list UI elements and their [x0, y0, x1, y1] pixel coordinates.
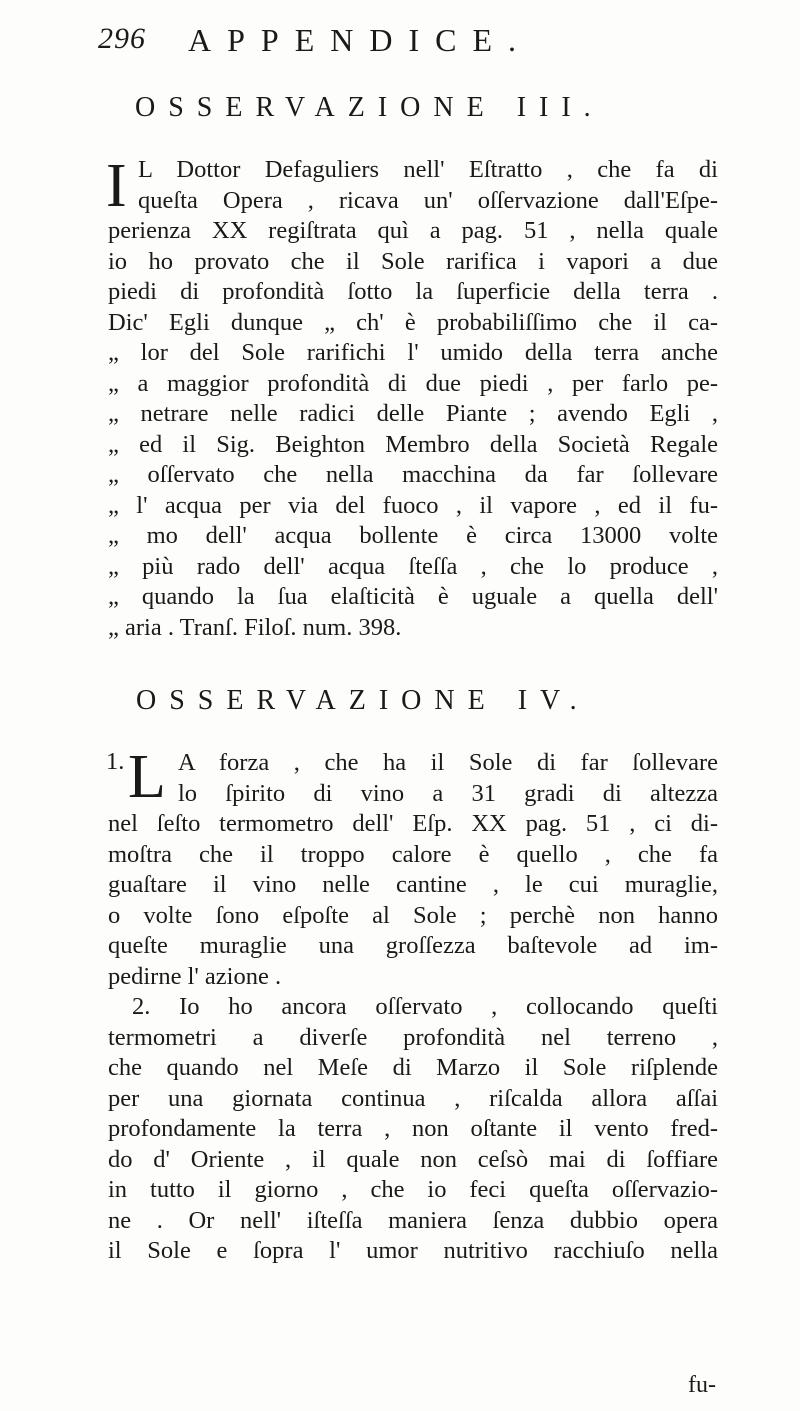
text-line: in tutto il giorno , che io feci queſta oſſervazio- — [108, 1176, 718, 1203]
text-line: „ quando la ſua elaſticità è uguale a quella dell' — [108, 583, 718, 610]
page-header — [98, 18, 718, 68]
text-line: io ho provato che il Sole rarifica i vapori a due — [108, 247, 718, 275]
running-head: APPENDICE. — [188, 22, 533, 58]
text-line: „ ed il Sig. Beighton Membro della Società Regale — [108, 430, 718, 458]
text-line: per una giornata continua , riſcalda allora aſſai — [108, 1084, 718, 1112]
text-line: „ mo dell' acqua bollente è circa 13000 volte — [108, 522, 718, 549]
text-line: il Sole e ſopra l' umor nutritivo racchiuſo nella — [108, 1237, 718, 1264]
text-line: „ a maggior profondità di due piedi , per farlo pe- — [108, 369, 718, 397]
text-line: termometri a diverſe profondità nel terreno , — [108, 1023, 718, 1051]
text-line: profondamente la terra , non oſtante il vento fred- — [108, 1115, 718, 1142]
drop-cap-i: I — [106, 152, 127, 220]
text-line: nel ſeſto termometro dell' Eſp. XX pag. 51 , ci di- — [108, 810, 718, 837]
text-line: Dic' Egli dunque „ ch' è probabiliſſimo che il ca- — [108, 308, 718, 336]
page-number: 296 — [98, 22, 146, 55]
text-line: „ più rado dell' acqua ſteſſa , che lo produce , — [108, 552, 718, 580]
text-line: do d' Oriente , il quale non ceſsò mai di ſoffiare — [108, 1145, 718, 1173]
text-line: A forza , che ha il Sole di far ſollevare — [178, 749, 718, 776]
text-line: L Dottor Defaguliers nell' Eſtratto , che fa di — [138, 156, 718, 183]
paragraph-observation-3 — [106, 152, 718, 643]
section-title-3: OSSERVAZIONE III. — [135, 92, 604, 123]
text-line: 2. Io ho ancora oſſervato , collocando queſti — [132, 993, 718, 1020]
text-line: piedi di profondità ſotto la ſuperficie della terra . — [108, 278, 718, 305]
text-line: o volte ſono eſpoſte al Sole ; perchè non hanno — [108, 901, 718, 929]
text-line: queſta Opera , ricava un' oſſervazione dall'Eſpe- — [138, 186, 718, 214]
paragraph-observation-4-part-2 — [108, 992, 718, 1267]
text-line: ne . Or nell' iſteſſa maniera ſenza dubbio opera — [108, 1206, 718, 1234]
text-line: queſte muraglie una groſſezza baſtevole ad im- — [108, 932, 718, 959]
section-title-4: OSSERVAZIONE IV. — [136, 685, 590, 716]
text-line: che quando nel Meſe di Marzo il Sole riſplende — [108, 1054, 718, 1081]
text-line: lo ſpirito di vino a 31 gradi di altezza — [178, 779, 718, 807]
text-line: „ aria . Tranſ. Filoſ. num. 398. — [108, 613, 402, 641]
text-line: guaſtare il vino nelle cantine , le cui muraglie, — [108, 871, 718, 898]
text-line: moſtra che il troppo calore è quello , che fa — [108, 840, 718, 868]
text-line: pedirne l' azione . — [108, 962, 282, 990]
text-line: „ oſſervato che nella macchina da far ſollevare — [108, 461, 718, 488]
text-line: „ lor del Sole rarifichi l' umido della terra anche — [108, 339, 718, 366]
catchword: fu- — [688, 1372, 716, 1398]
text-line: „ netrare nelle radici delle Piante ; avendo Egli , — [108, 400, 718, 427]
drop-cap-l: L — [128, 743, 166, 811]
paragraph-number-1: 1. — [106, 748, 125, 775]
text-line: „ l' acqua per via del fuoco , il vapore , ed il fu- — [108, 491, 718, 519]
paragraph-observation-4-part-1 — [108, 743, 718, 992]
text-line: perienza XX regiſtrata quì a pag. 51 , nella quale — [108, 217, 718, 244]
